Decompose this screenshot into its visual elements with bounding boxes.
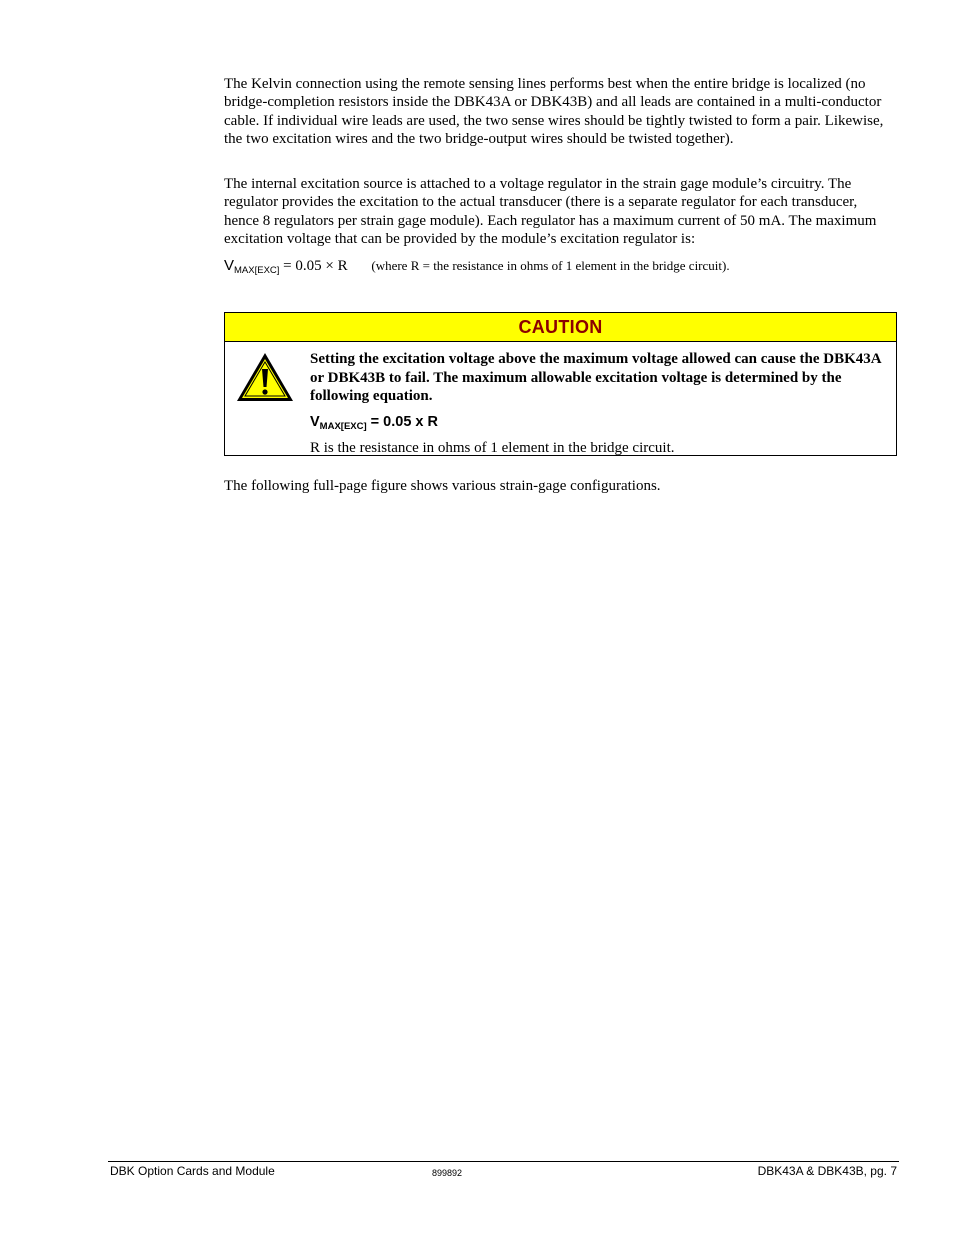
caution-header: CAUTION [225,313,896,342]
footer-divider [108,1161,899,1162]
caution-box [224,312,897,456]
kelvin-paragraph: The Kelvin connection using the remote sensing lines performs best when the entire bridge is localized (no bridge-completion resistors inside the DBK43A or DBK43B) and all leads are contained in a multi-conductor cable. If individual wire leads are used, the two sense wires should be tightly twisted to form a pair. Likewise, the two excitation wires and the two bridge-output wires should be twisted together). [224,76,884,147]
caution-formula-expression: = 0.05 x R [366,413,438,430]
warning-triangle-icon [235,351,295,403]
footer-document-title: DBK Option Cards and Module [110,1164,275,1178]
footer-page-number: DBK43A & DBK43B, pg. 7 [757,1164,897,1178]
formula-note: (where R = the resistance in ohms of 1 element in the bridge circuit). [371,258,730,273]
formula-symbol: V [224,257,235,274]
caution-warning-text: Setting the excitation voltage above the maximum voltage allowed can cause the DBK43A or DBK43B to fail. The maximum allowable excitation voltage is determined by the following equation. [310,351,881,404]
formula-subscript: MAX[EXC] [234,265,280,276]
max-excitation-formula [224,257,894,277]
following-figure-paragraph: The following full-page figure shows various strain-gage configurations. [224,478,661,494]
footer-part-number: 899892 [432,1168,463,1178]
caution-formula [310,413,895,433]
caution-formula-subscript: MAX[EXC] [319,420,367,432]
formula-expression: = 0.05 × R [279,258,348,274]
caution-note: R is the resistance in ohms of 1 element in the bridge circuit. [310,439,675,456]
excitation-paragraph: The internal excitation source is attached to a voltage regulator in the strain gage module’s circuitry. The regulator provides the excitation to the actual transducer (there is a separate regulator for each transducer, hence 8 regulators per strain gage module). Each regulator has a maximum current of 50 mA. The maximum excitation voltage that can be provided by the module’s excitation regulator is: [224,176,877,247]
caution-formula-symbol: V [310,413,320,430]
caution-content [310,350,895,457]
